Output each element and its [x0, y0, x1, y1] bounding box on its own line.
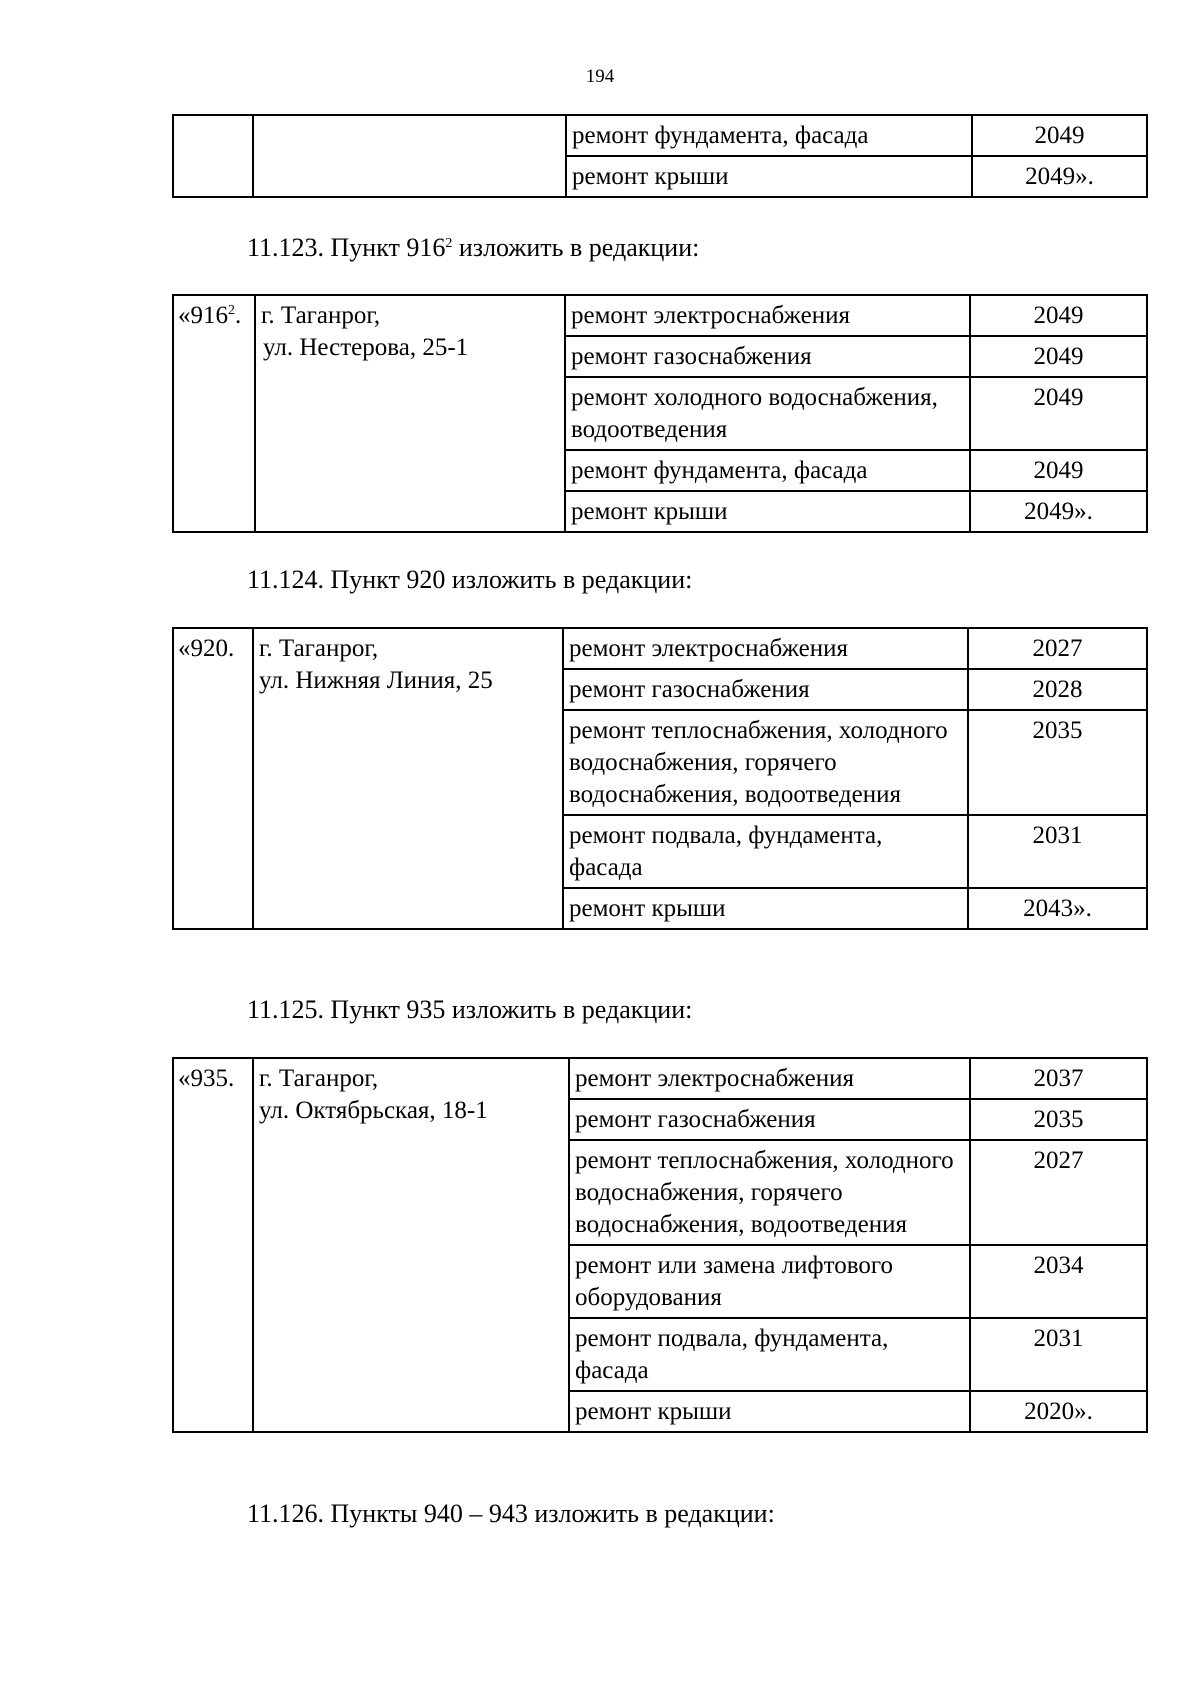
table-row — [173, 1058, 1147, 1099]
year-cell: 2049 — [970, 295, 1147, 336]
address-cell — [253, 115, 566, 197]
work-cell: ремонт газоснабжения — [569, 1099, 970, 1140]
item-number: «$916^2$. — [173, 295, 255, 532]
year-cell: 2031 — [968, 815, 1147, 888]
section-heading: 11.125. Пункт 935 изложить в редакции: — [247, 995, 693, 1024]
item-address: г. Таганрог, ул. Октябрьская, 18-1 — [253, 1058, 569, 1432]
year-cell: 2049 — [970, 377, 1147, 450]
work-cell: ремонт крыши — [565, 491, 970, 532]
item-number: «920. — [173, 628, 253, 929]
work-cell: ремонт крыши — [569, 1391, 970, 1432]
section-heading: 11.124. Пункт 920 изложить в редакции: — [247, 565, 693, 594]
work-cell: ремонт газоснабжения — [565, 336, 970, 377]
work-cell: ремонт или замена лифтового оборудования — [569, 1245, 970, 1318]
year-cell: 2020». — [970, 1391, 1147, 1432]
table-row — [173, 628, 1147, 669]
work-cell: ремонт электроснабжения — [565, 295, 970, 336]
work-cell: ремонт фундамента, фасада — [566, 115, 972, 156]
work-cell: ремонт холодного водоснабжения, водоотведения — [565, 377, 970, 450]
number-cell — [173, 115, 253, 197]
section-heading: 11.126. Пункты 940 – 943 изложить в редакции: — [247, 1499, 775, 1528]
year-cell: 2035 — [970, 1099, 1147, 1140]
year-cell: 2028 — [968, 669, 1147, 710]
table-row — [173, 115, 1147, 156]
year-cell: 2049 — [972, 115, 1147, 156]
item-address: г. Таганрог, ул. Нестерова, 25-1 — [255, 295, 565, 532]
table-row — [173, 295, 1147, 336]
continuation-table — [172, 114, 1148, 198]
work-cell: ремонт электроснабжения — [563, 628, 968, 669]
work-cell: ремонт электроснабжения — [569, 1058, 970, 1099]
item-number: «935. — [173, 1058, 253, 1432]
year-cell: 2031 — [970, 1318, 1147, 1391]
work-cell: ремонт подвала, фундамента, фасада — [569, 1318, 970, 1391]
year-cell: 2049». — [970, 491, 1147, 532]
work-cell: ремонт теплоснабжения, холодного водоснабжения, горячего водоснабжения, водоотведения — [563, 710, 968, 815]
page-number: 194 — [585, 66, 615, 87]
year-cell: 2049 — [970, 450, 1147, 491]
item-table — [172, 627, 1148, 930]
year-cell: 2037 — [970, 1058, 1147, 1099]
section-heading: 11.123. Пункт $916^2$ изложить в редакции: — [247, 233, 700, 262]
item-table — [172, 1057, 1148, 1433]
year-cell: 2027 — [968, 628, 1147, 669]
year-cell: 2034 — [970, 1245, 1147, 1318]
work-cell: ремонт теплоснабжения, холодного водоснабжения, горячего водоснабжения, водоотведения — [569, 1140, 970, 1245]
year-cell: 2035 — [968, 710, 1147, 815]
item-address: г. Таганрог, ул. Нижняя Линия, 25 — [253, 628, 563, 929]
year-cell: 2049». — [972, 156, 1147, 197]
work-cell: ремонт крыши — [563, 888, 968, 929]
work-cell: ремонт фундамента, фасада — [565, 450, 970, 491]
year-cell: 2027 — [970, 1140, 1147, 1245]
item-table — [172, 294, 1148, 533]
work-cell: ремонт газоснабжения — [563, 669, 968, 710]
work-cell: ремонт крыши — [566, 156, 972, 197]
work-cell: ремонт подвала, фундамента, фасада — [563, 815, 968, 888]
year-cell: 2049 — [970, 336, 1147, 377]
year-cell: 2043». — [968, 888, 1147, 929]
